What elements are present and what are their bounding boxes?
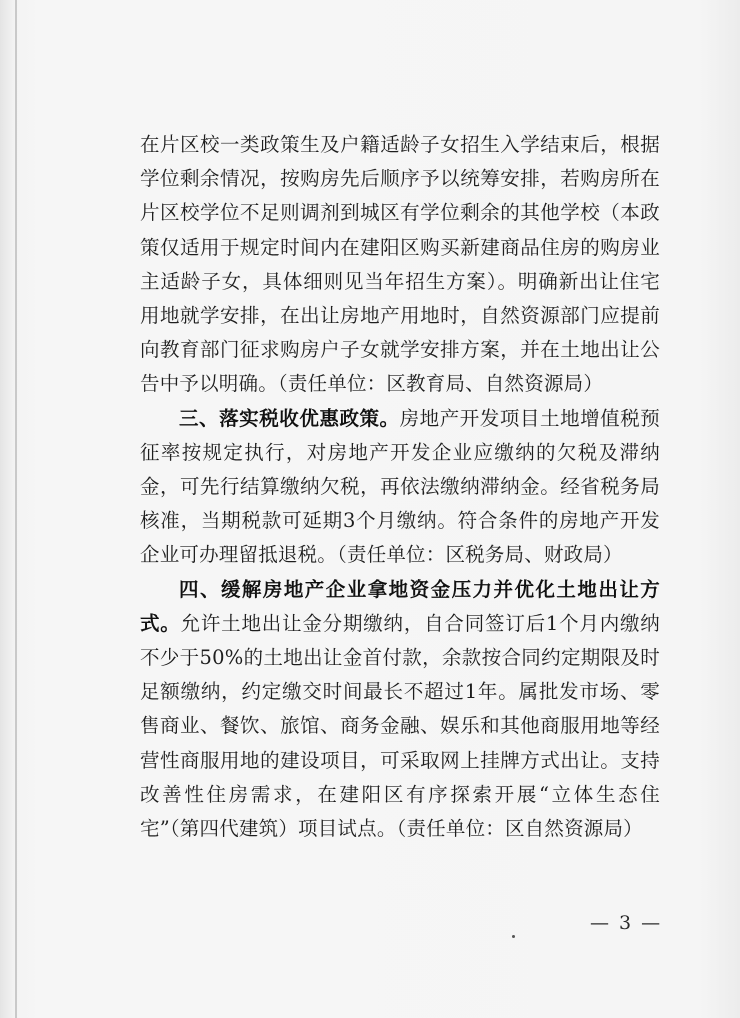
paragraph-tax-policy (140, 402, 660, 573)
section-body-land: 允许土地出让金分期缴纳，自合同签订后1个月内缴纳不少于50%的土地出让金首付款，余款按合同约定期限及时足额缴纳，约定缴交时间最长不超过1年。属批发市场、零售商业、餐饮、旅馆、商务金融、娱乐和其他商服用地等经营性商服用地的建设项目，可采取网上挂牌方式出让。支持改善性住房需求，在建阳区有序探索开展“立体生态住宅”（第四代建筑）项目试点。（责任单位：区自然资源局） (140, 611, 660, 841)
paragraph-enrollment: 在片区校一类政策生及户籍适龄子女招生入学结束后，根据学位剩余情况，按购房先后顺序予以统筹安排，若购房所在片区校学位不足则调剂到城区有学位剩余的其他学校（本政策仅适用于规定时间内在建阳区购买新建商品住房的购房业主适龄子女，具体细则见当年招生方案）。明确新出让住宅用地就学安排，在出让房地产用地时，自然资源部门应提前向教育部门征求购房户子女就学安排方案，并在土地出让公告中予以明确。（责任单位：区教育局、自然资源局） (140, 133, 660, 396)
section-body-tax: 房地产开发项目土地增值税预征率按规定执行，对房地产开发企业应缴纳的欠税及滞纳金，可先行结算缴纳欠税，再依法缴纳滞纳金。经省税务局核准，当期税款可延期3个月缴纳。符合条件的房地产开发企业可办理留抵退税。（责任单位：区税务局、财政局） (140, 406, 660, 567)
section-heading-land: 四、缓解房地产企业拿地资金压力并优化土地出让方式。 (140, 577, 660, 635)
binding-edge (15, 0, 17, 1018)
section-heading-tax: 三、落实税收优惠政策。 (179, 406, 400, 430)
page-number: — 3 — (590, 912, 663, 934)
scan-speck (512, 935, 515, 938)
document-body (140, 128, 660, 846)
paragraph-land-policy (140, 573, 660, 847)
